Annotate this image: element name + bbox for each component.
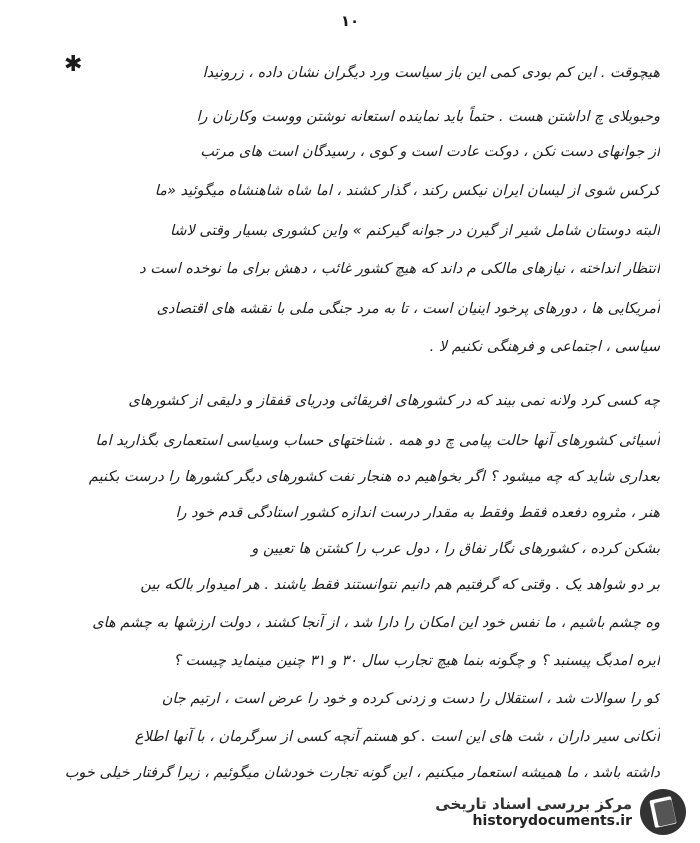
archive-logo-icon xyxy=(640,789,686,835)
handwritten-line: کو را سوالات شد ، استقلال را دست و زدنی کرده و خود را عرض است ، ارتیم جان xyxy=(161,691,660,707)
handwritten-line: بعداری شاید که چه میشود ؟ اگر بخواهیم ده هنجار نفت کشورهای دیگر کشورها را درست بکنیم xyxy=(88,469,660,485)
watermark-url: historydocuments.ir xyxy=(472,813,632,829)
handwritten-line: بشکن کرده ، کشورهای نگار نفاق را ، دول عرب را کشتن ها تعیین و xyxy=(251,541,660,557)
handwritten-line: بر دو شواهد یک . وقتی که گرفتیم هم دانیم نتوانستند فقط یاشند . هر امیدوار بالکه بین xyxy=(140,577,660,593)
handwritten-line: ایره امدبگ پیسنبد ؟ و چگونه بنما هیچ تجارب سال ۳۰ و ۳۱ چنین مینماید چیست ؟ xyxy=(173,653,660,669)
handwritten-line: آسیائی کشورهای آنها حالت پیامی چ دو همه . شناختهای حساب وسیاسی استعماری بگذارید اما xyxy=(95,433,660,449)
handwritten-line: آمریکایی ها ، دورهای پرخود اینیان است ، تا به مرد جنگی ملی با نقشه های اقتصادی xyxy=(156,301,660,317)
handwritten-line: وه چشم باشیم ، ما نفس خود این امکان را دارا شد ، از آنجا کشند ، دولت ارزشها به چشم های xyxy=(92,615,660,631)
handwritten-line: از جوانهای دست نکن ، دوکت عادت است و کوی ، رسیدگان است های مرتب xyxy=(200,144,660,160)
margin-mark-icon: ✱ xyxy=(64,52,83,77)
handwritten-line: هیچوقت . این کم بودی کمی این باز سیاست ورد دیگران نشان داده ، زرونیدا xyxy=(202,65,660,81)
watermark-title: مرکز بررسی اسناد تاریخی xyxy=(435,795,632,813)
page-number: ۱۰ xyxy=(340,12,360,30)
handwritten-line: داشته باشد ، ما همیشه استعمار میکنیم ، این گونه تجارت خودشان میگوئیم ، زیرا گرفتار خیلی خوب xyxy=(64,765,660,781)
handwritten-line: انتظار انداخته ، نیازهای مالکی م داند که هیچ کشور غائب ، دهش برای ما نوخده است د xyxy=(139,261,660,277)
watermark xyxy=(435,789,686,835)
handwritten-line: آنکانی سیر داران ، شت های این است . کو هستم آنچه کسی از سرگرمان ، با آنها اطلاع xyxy=(134,729,660,745)
handwritten-line: سیاسی ، اجتماعی و فرهنگی نکنیم لا . xyxy=(429,339,660,355)
handwritten-line: هنر ، مثروه دفعده فقط وفقط به مقدار درست اندازه کشور استادگی قدم خود را xyxy=(175,505,660,521)
handwritten-line: چه کسی کرد ولانه نمی بیند که در کشورهای افریقائی ودریای قفقاز و دلیقی از کشورهای xyxy=(128,393,660,409)
handwritten-line: البته دوستان شامل شیر از گیرن در جوانه گیرکنم » واین کشوری بسیار وقتی لاشا xyxy=(169,223,660,239)
handwritten-line: وحبوبلای چ اداشتن هست . حتماً باید نماینده استعانه نوشتن ووست وکارنان را xyxy=(196,109,660,125)
handwritten-line: کرکس شوی از لیسان ایران نیکس رکند ، گذار کشند ، اما شاه شاهنشاه میگوئید «ما xyxy=(154,183,660,199)
